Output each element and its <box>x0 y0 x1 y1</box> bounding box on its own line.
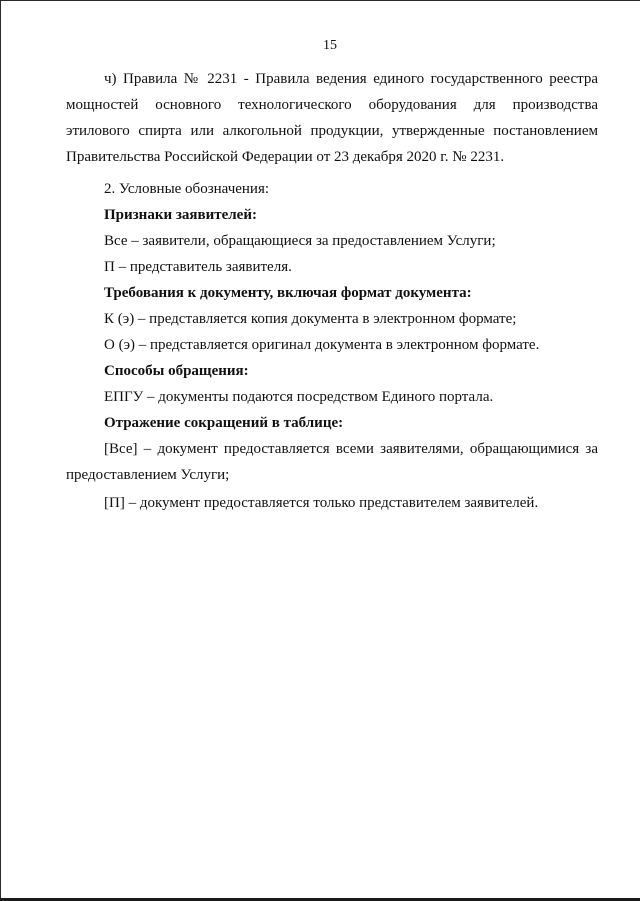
abbreviations-heading: Отражение сокращений в таблице: <box>104 415 344 431</box>
applicants-all: Все – заявители, обращающиеся за предоставлением Услуги; <box>104 233 496 249</box>
applicants-heading: Признаки заявителей: <box>104 207 257 223</box>
abbreviations-all: [Все] – документ предоставляется всеми заявителями, обращающимися за предоставлением Услуги; <box>66 441 598 483</box>
document-body <box>66 66 598 516</box>
methods-heading: Способы обращения: <box>104 363 249 379</box>
applicants-representative: П – представитель заявителя. <box>104 259 292 275</box>
doc-requirements-heading: Требования к документу, включая формат документа: <box>104 285 472 301</box>
doc-requirements-original: О (э) – представляется оригинал документа в электронном формате. <box>104 337 540 353</box>
section-2-title: 2. Условные обозначения: <box>104 181 270 197</box>
scan-border-left <box>0 0 1 901</box>
scan-border-top <box>0 0 640 1</box>
page-number: 15 <box>323 38 337 53</box>
doc-requirements-copy: К (э) – представляется копия документа в электронном формате; <box>104 311 517 327</box>
abbreviations-representative: [П] – документ предоставляется только представителем заявителей. <box>104 495 539 511</box>
methods-epgu: ЕПГУ – документы подаются посредством Единого портала. <box>104 389 494 405</box>
paragraph-item-ch: ч) Правила № 2231 - Правила ведения единого государственного реестра мощностей основного технологического оборудования для производства этилового спирта или алкогольной продукции, утвержденные постановлением Правительства Российской Федерации от 23 декабря 2020 г. № 2231. <box>66 71 598 165</box>
